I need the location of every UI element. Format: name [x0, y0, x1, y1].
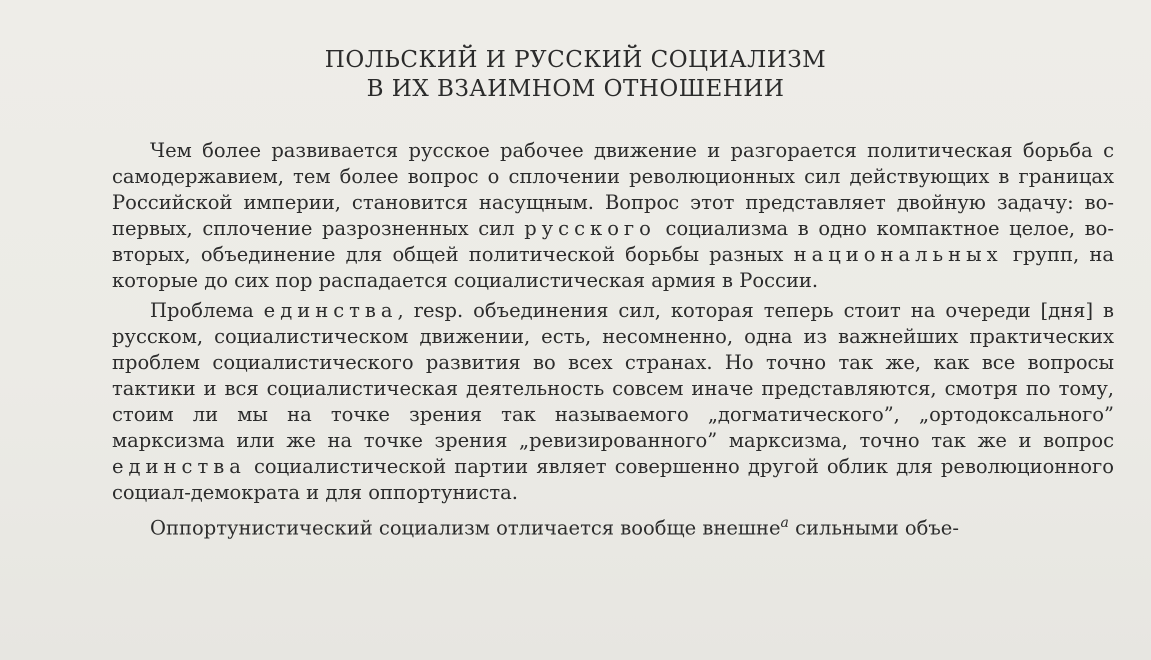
spaced-word-unity: единства [263, 299, 398, 322]
paragraph-1-text-a: Чем более развивается русское рабочее движение и разгорается политическая борьба с самодержавием, тем более вопрос о сплочении революционных сил действующих в границах Российской империи, становится насущным. Вопрос этот представляет двойную задачу: во-первых, сплочение разрозненных сил [112, 139, 1114, 240]
spaced-word-russian: русского [524, 217, 656, 240]
paragraph-3-text-a: Оппортунистический социализм отличается вообще внешне [150, 516, 781, 540]
spaced-word-national: национальных [793, 243, 1003, 266]
paragraph-2-text-c: , resp. объединения сил, которая теперь стоит на очереди [дня] в русском, социалистическом движении, есть, несомненно, одна из важнейших практических проблем социалистического развития во всех странах. Но точно так же, как все вопросы тактики и вся социалистическая деятельность совсем иначе представляются, смотря по тому, стоим ли мы на точке зрения так называемого „догматического”, „ортодоксального” марксизма или же на точке зрения „ревизированного” марксизма, точно так же и вопрос [112, 299, 1114, 452]
document-body [112, 138, 1114, 546]
title-line-1: ПОЛЬСКИЙ И РУССКИЙ СОЦИАЛИЗМ [324, 47, 827, 73]
title-line-2: В ИХ ВЗАИМНОМ ОТНОШЕНИИ [366, 76, 785, 102]
spaced-word-unity-2: единства [112, 455, 246, 478]
paragraph-2-text-a: Проблема [150, 299, 264, 322]
paragraph-1-text-e: групп, на которые до сих пор распадается социалистическая армия в России. [112, 243, 1115, 292]
paragraph-3-text-b: сильными объе- [788, 516, 959, 540]
paragraph-1-text-c: социализма в одно компактное целое, во-вторых, объединение для общей политической борьбы разных [112, 217, 1114, 266]
paragraph-1 [112, 138, 1114, 294]
paragraph-2 [112, 298, 1114, 506]
page-title [0, 46, 1151, 104]
footnote-marker: а [780, 515, 789, 531]
paragraph-2-text-e: социалистической партии являет совершенно другой облик для революционного социал-демократа и для оппортуниста. [112, 455, 1114, 504]
paragraph-3 [112, 510, 1114, 542]
